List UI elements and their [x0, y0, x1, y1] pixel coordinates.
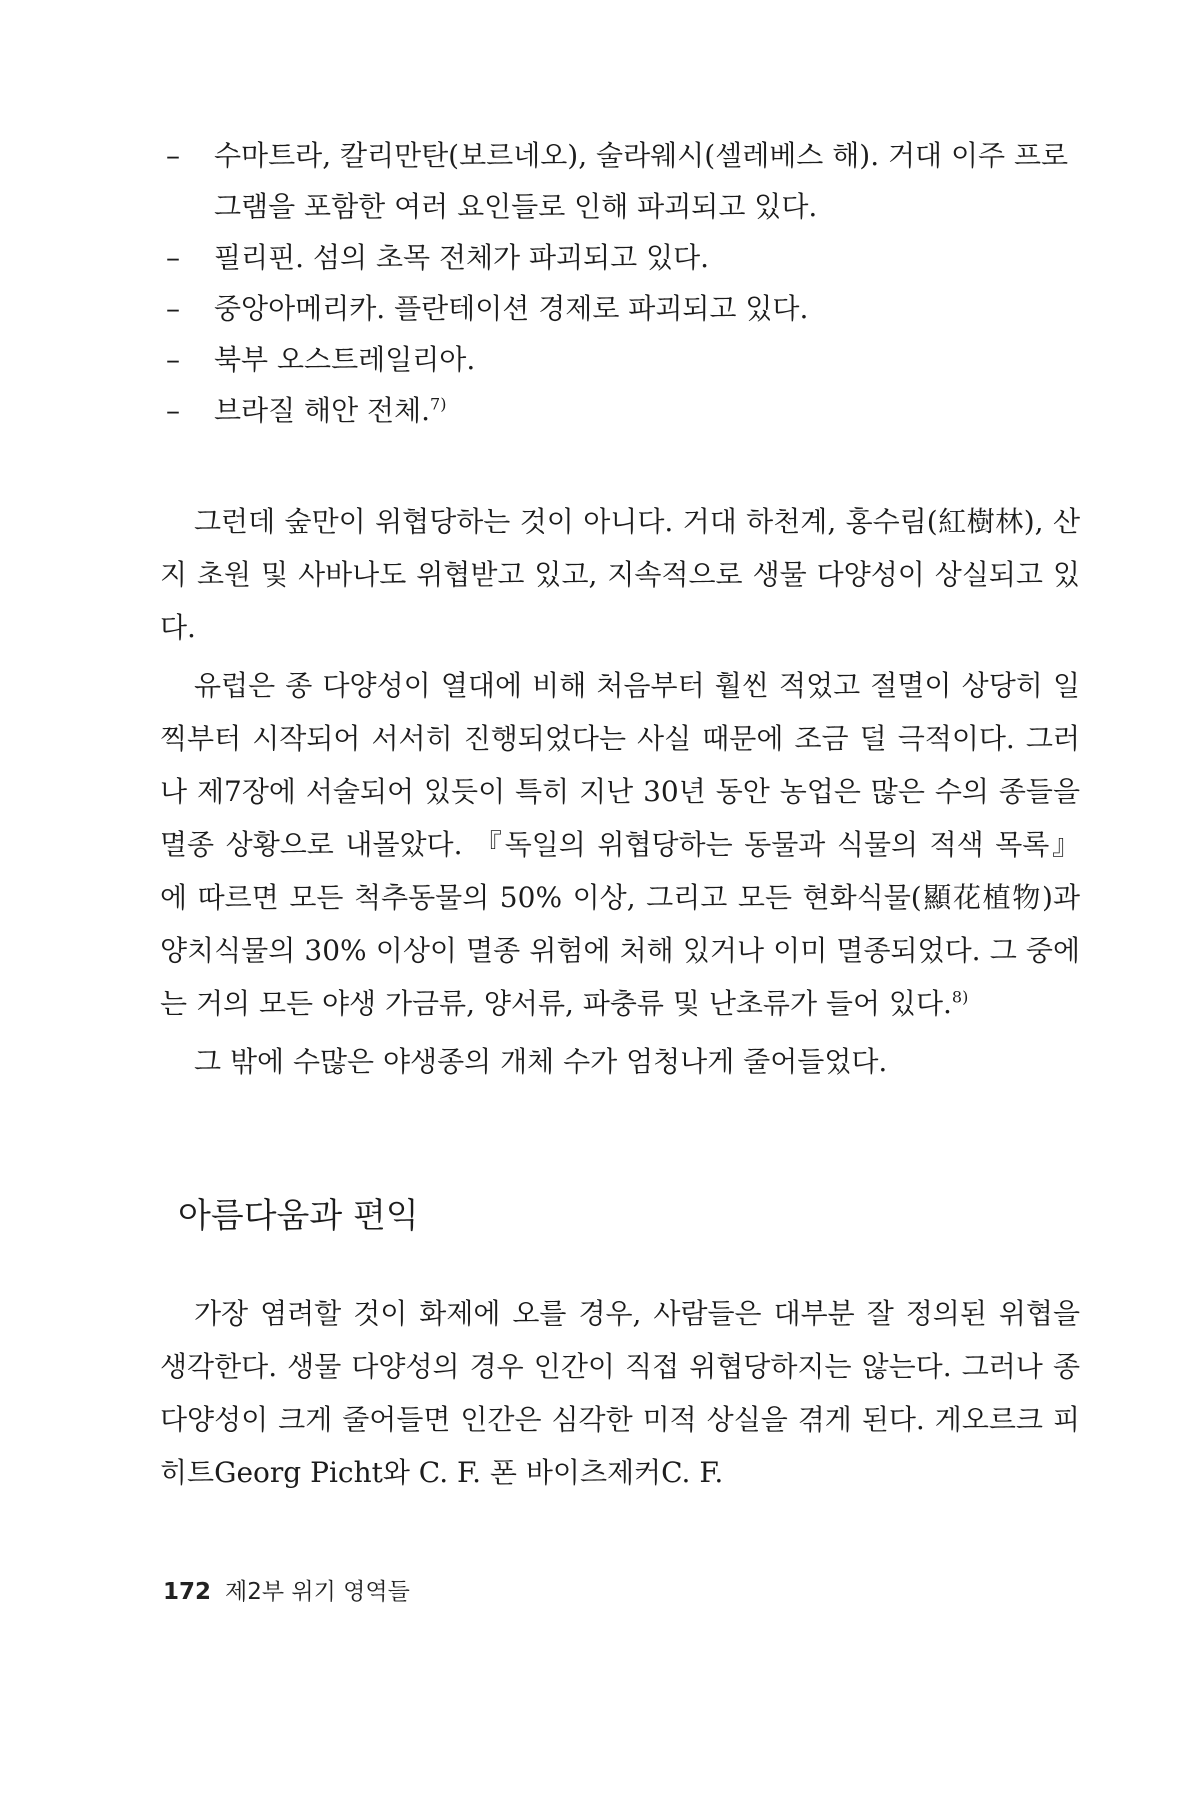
list-item [160, 385, 1080, 436]
paragraph-other-threats: 그런데 숲만이 위협당하는 것이 아니다. 거대 하천계, 홍수림(紅樹林), 산지 초원 및 사바나도 위협받고 있고, 지속적으로 생물 다양성이 상실되고 있다. [160, 505, 1080, 644]
paragraph-europe [160, 659, 1080, 1030]
footnote-ref-8: 8) [951, 987, 969, 1007]
running-footer-title: 제2부 위기 영역들 [225, 1579, 410, 1605]
section-heading: 아름다움과 편익 [178, 1196, 419, 1236]
list-item [160, 283, 1080, 334]
paragraph-population-decline: 그 밖에 수많은 야생종의 개체 수가 엄청나게 줄어들었다. [194, 1045, 888, 1078]
list-item [160, 232, 1080, 283]
paragraph-europe-text: 유럽은 종 다양성이 열대에 비해 처음부터 훨씬 적었고 절멸이 상당히 일찍부터 시작되어 서서히 진행되었다는 사실 때문에 조금 덜 극적이다. 그러나 제7장에 서술되어 있듯이 특히 지난 30년 동안 농업은 많은 수의 종들을 멸종 상황으로 내몰았다. 『독일의 위협당하는 동물과 식물의 적색 목록』에 따르면 모든 척추동물의 50% 이상, 그리고 모든 현화식물(顯花植物)과 양치식물의 30% 이상이 멸종 위험에 처해 있거나 이미 멸종되었다. 그 중에는 거의 모든 야생 가금류, 양서류, 파충류 및 난초류가 들어 있다. [160, 669, 1080, 1020]
list-item-text: 북부 오스트레일리아. [214, 343, 476, 376]
bullet-dash: – [166, 139, 180, 172]
list-item-text: 중앙아메리카. 플란테이션 경제로 파괴되고 있다. [214, 292, 809, 325]
footnote-ref-7: 7) [430, 394, 447, 414]
bullet-dash: – [166, 394, 180, 427]
threatened-regions-list [160, 130, 1080, 436]
list-item-text: 필리핀. 섬의 초목 전체가 파괴되고 있다. [214, 241, 710, 274]
bullet-dash: – [166, 292, 180, 325]
bullet-dash: – [166, 343, 180, 376]
list-item-text: 브라질 해안 전체. [214, 394, 431, 427]
page-footer [163, 1573, 410, 1606]
page-number: 172 [163, 1579, 212, 1605]
bullet-dash: – [166, 241, 180, 274]
paragraph-beauty: 가장 염려할 것이 화제에 오를 경우, 사람들은 대부분 잘 정의된 위협을 생각한다. 생물 다양성의 경우 인간이 직접 위협당하지는 않는다. 그러나 종 다양성이 크게 줄어들면 인간은 심각한 미적 상실을 겪게 된다. 게오르크 피히트Georg Picht와 C. F. 폰 바이츠제커C. F. [160, 1297, 1080, 1489]
list-item-text: 수마트라, 칼리만탄(보르네오), 술라웨시(셀레베스 해). 거대 이주 프로그램을 포함한 여러 요인들로 인해 파괴되고 있다. [214, 139, 1069, 223]
list-item [160, 130, 1080, 232]
list-item [160, 334, 1080, 385]
page-content [160, 130, 1080, 1499]
